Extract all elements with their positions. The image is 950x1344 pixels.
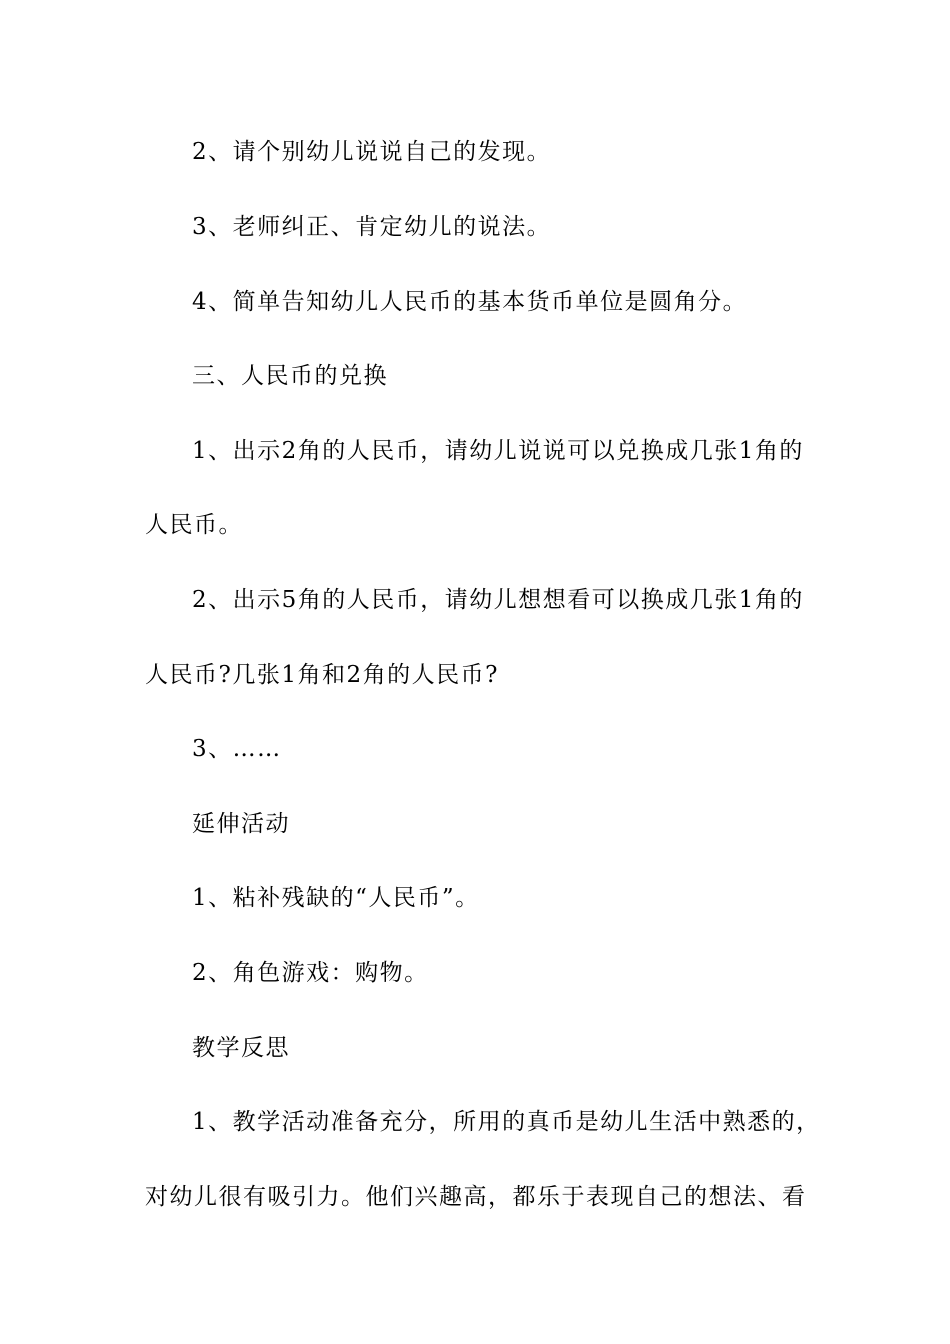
paragraph-line: 1、粘补残缺的“人民币”。 [192, 885, 480, 911]
paragraph-line: 2、角色游戏：购物。 [192, 960, 429, 986]
section-heading: 教学反思 [192, 1035, 290, 1061]
section-heading: 延伸活动 [192, 811, 290, 837]
paragraph-line: 3、…… [192, 736, 282, 762]
paragraph-line: 2、出示5角的人民币，请幼儿想想看可以换成几张1角的 [192, 587, 804, 613]
paragraph-line: 3、老师纠正、肯定幼儿的说法。 [192, 214, 552, 240]
section-heading: 三、人民币的兑换 [192, 363, 388, 389]
paragraph-line: 人民币。 [145, 512, 243, 538]
paragraph-line: 人民币?几张1角和2角的人民币? [145, 662, 499, 688]
paragraph-line: 1、教学活动准备充分，所用的真币是幼儿生活中熟悉的， [192, 1109, 821, 1135]
paragraph-line: 对幼儿很有吸引力。他们兴趣高，都乐于表现自己的想法、看 [145, 1184, 807, 1210]
paragraph-line: 1、出示2角的人民币，请幼儿说说可以兑换成几张1角的 [192, 438, 804, 464]
paragraph-line: 2、请个别幼儿说说自己的发现。 [192, 139, 552, 165]
paragraph-line: 4、简单告知幼儿人民币的基本货币单位是圆角分。 [192, 289, 748, 315]
